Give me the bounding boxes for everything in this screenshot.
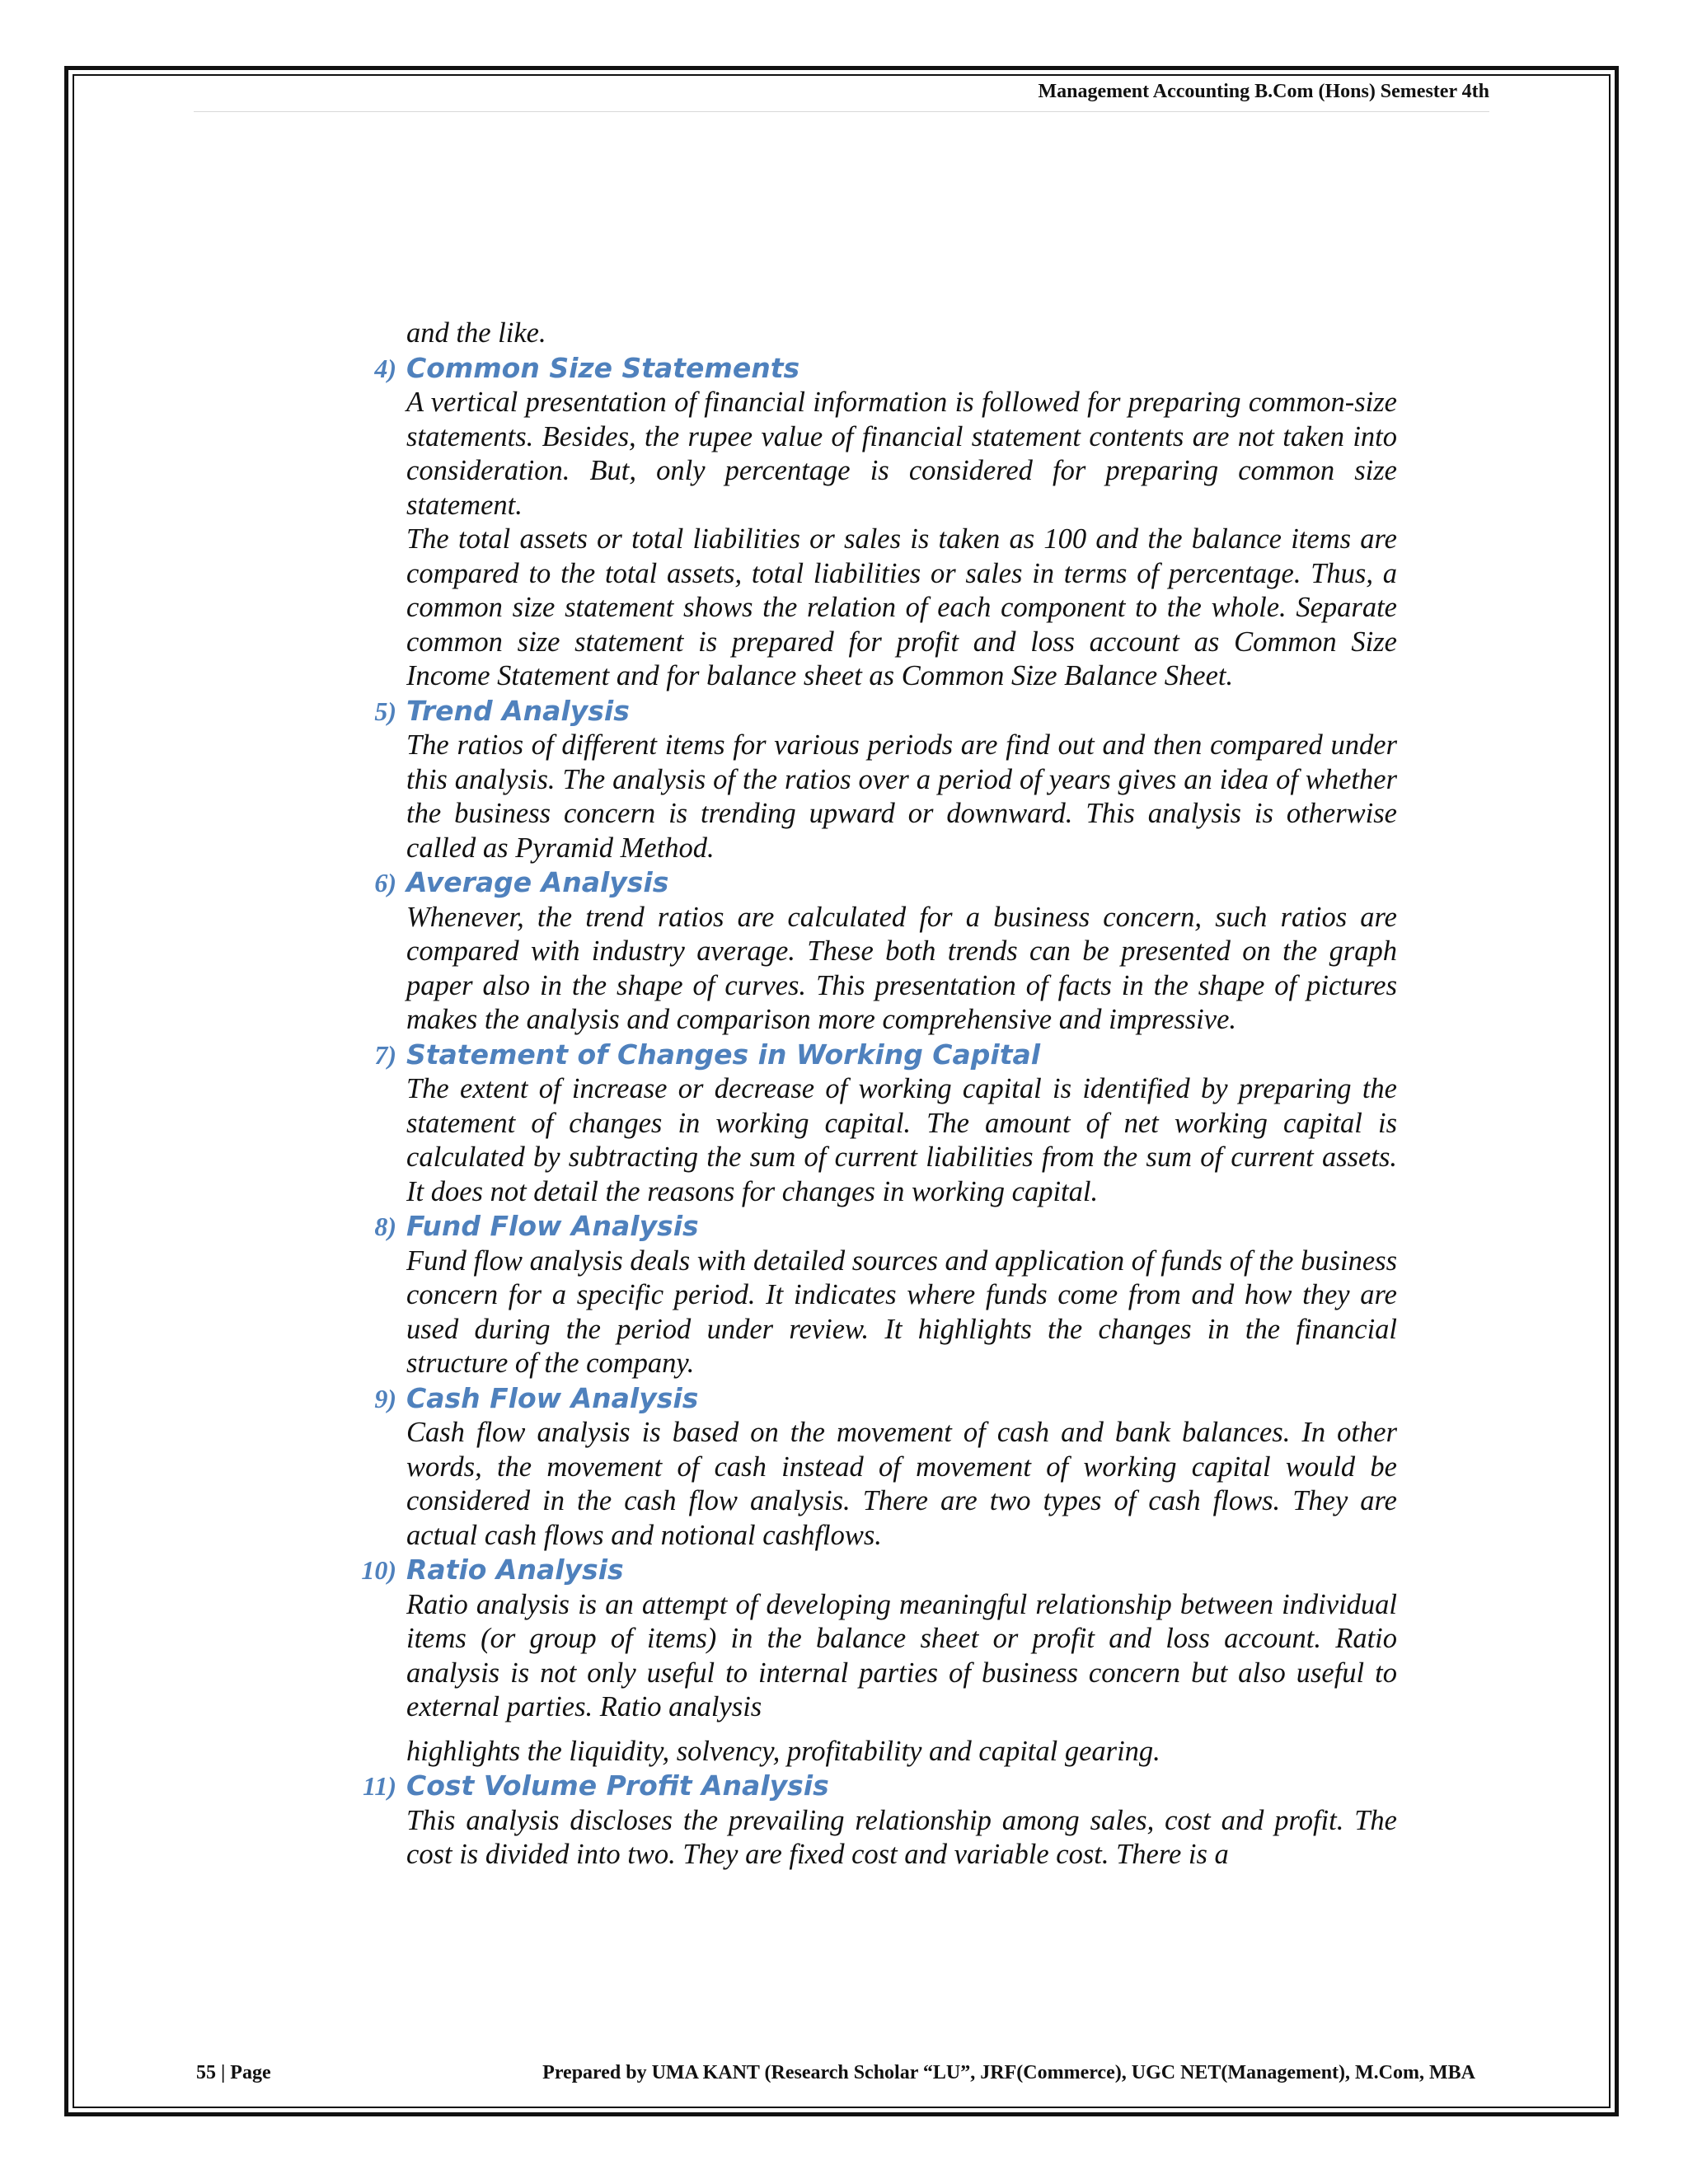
section-title: Ratio Analysis (406, 1554, 624, 1586)
section-heading-working-capital (354, 1038, 1397, 1073)
section-number: 6) (374, 868, 396, 898)
section-heading-trend-analysis (354, 694, 1397, 729)
section-title: Fund Flow Analysis (406, 1210, 699, 1242)
section-paragraph: The total assets or total liabilities or sales is taken as 100 and the balance items are compared to the total assets, total liabilities or sales in terms of percentage. Thus, a common size statement shows the relation of each component to the whole. Separate common size statement is prepared for profit and loss account as Common Size Income Statement and for balance sheet as Common Size Balance Sheet. (406, 523, 1397, 691)
section-paragraph: The extent of increase or decrease of working capital is identified by preparing the statement of changes in working capital. The amount of net working capital is calculated by subtracting the sum of current liabilities from the sum of current assets. It does not detail the reasons for changes in working capital. (406, 1073, 1397, 1207)
section-title: Statement of Changes in Working Capital (406, 1038, 1041, 1071)
section-number: 8) (374, 1212, 396, 1241)
section-heading-cash-flow (354, 1381, 1397, 1417)
section-number: 5) (374, 696, 396, 726)
section-number: 7) (374, 1039, 396, 1070)
section-heading-cost-volume-profit (354, 1769, 1397, 1804)
section-title: Common Size Statements (406, 351, 800, 384)
section-number: 4) (374, 353, 396, 383)
section-paragraph: Cash flow analysis is based on the movement of cash and bank balances. In other words, the movement of cash instead of movement of working capital would be considered in the cash flow analysis. There are two types of cash flows. They are actual cash flows and notional cashflows. (406, 1417, 1397, 1551)
section-number: 9) (374, 1383, 396, 1413)
section-number: 10) (361, 1555, 396, 1585)
section-title: Cash Flow Analysis (406, 1381, 699, 1414)
section-paragraph: highlights the liquidity, solvency, profitability and capital gearing. (406, 1735, 1160, 1767)
section-paragraph: The ratios of different items for various periods are find out and then compared under this analysis. The analysis of the ratios over a period of years gives an idea of whether the business concern is trending upward or downward. This analysis is otherwise called as Pyramid Method. (406, 729, 1397, 864)
section-paragraph: A vertical presentation of financial information is followed for preparing common-size statements. Besides, the rupee value of financial statement contents are not taken into consideration. But, only percentage is considered for preparing common size statement. (406, 387, 1397, 521)
section-paragraph: Whenever, the trend ratios are calculated for a business concern, such ratios are compared with industry average. These both trends can be presented on the graph paper also in the shape of curves. This presentation of facts in the shape of pictures makes the analysis and comparison more comprehensive and impressive. (406, 901, 1397, 1035)
section-title: Average Analysis (406, 866, 669, 898)
section-heading-fund-flow (354, 1209, 1397, 1244)
section-paragraph: Ratio analysis is an attempt of developing meaningful relationship between individual items (or group of items) in the balance sheet or profit and loss account. Ratio analysis is not only useful to internal parties of business concern but also useful to external parties. Ratio analysis (406, 1588, 1397, 1722)
section-paragraph: This analysis discloses the prevailing relationship among sales, cost and profit. The cost is divided into two. They are fixed cost and variable cost. There is a (406, 1804, 1397, 1870)
section-heading-average-analysis (354, 865, 1397, 901)
section-number: 11) (363, 1771, 396, 1801)
section-paragraph: Fund flow analysis deals with detailed sources and application of funds of the business concern for a specific period. It indicates where funds come from and how they are used during the period under review. It highlights the changes in the financial structure of the company. (406, 1244, 1397, 1379)
intro-line: and the like. (406, 317, 546, 349)
page-content (354, 316, 1397, 1872)
section-heading-common-size (354, 351, 1397, 387)
section-title: Trend Analysis (406, 694, 630, 727)
section-title: Cost Volume Profit Analysis (406, 1769, 829, 1802)
running-header: Management Accounting B.Com (Hons) Semester 4th (194, 81, 1489, 112)
section-heading-ratio-analysis (354, 1553, 1397, 1588)
page-number: 55 | Page (196, 2062, 271, 2083)
footer-credit: Prepared by UMA KANT (Research Scholar “LU”, JRF(Commerce), UGC NET(Management), M.Com, MBA (542, 2062, 1475, 2083)
